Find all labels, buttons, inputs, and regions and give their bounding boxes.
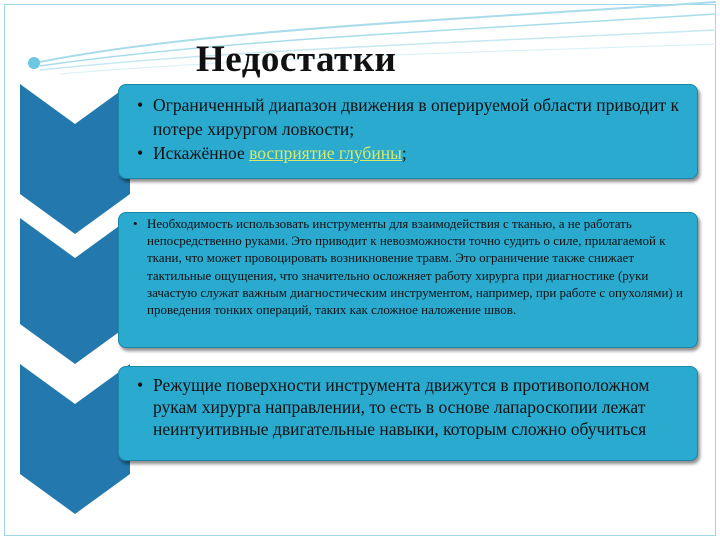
bullet-text: Необходимость использовать инструменты для взаимодействия с тканью, а не работать непосредственно руками. Это приводит к невозможности точно судить о силе, прилагаемой к ткани, что может провоцировать возникновение травм. Это ограничение также снижает тактильные ощущения, что значительно осложняет работу хирурга при диагностике (руки зачастую служат важным диагностическим инструментом, например, при работе с опухолями) и проведения тонких операций, таких как сложное наложение швов. bbox=[147, 216, 683, 318]
bullet-text-suffix: ; bbox=[401, 143, 407, 163]
bullet-item bbox=[133, 93, 687, 141]
depth-perception-link[interactable]: восприятие глубины bbox=[249, 143, 402, 163]
bullet-item bbox=[133, 374, 687, 440]
bullet-text: Режущие поверхности инструмента движутся в противоположном рукам хирурга направлении, то есть в основе лапароскопии лежат неинтуитивные двигательные навыки, которым сложно обучиться bbox=[153, 375, 650, 439]
chevron-arrows bbox=[20, 84, 130, 514]
bullet-item bbox=[133, 215, 691, 318]
point-box-3 bbox=[118, 366, 698, 461]
point-box-1 bbox=[118, 84, 698, 179]
bullet-text: Ограниченный диапазон движения в оперируемой области приводит к потере хирургом ловкости; bbox=[153, 95, 679, 139]
point-box-2 bbox=[118, 212, 698, 348]
page-title: Недостатки bbox=[196, 39, 397, 80]
bullet-text-prefix: Искажённое bbox=[153, 143, 250, 163]
bullet-item bbox=[133, 141, 687, 165]
